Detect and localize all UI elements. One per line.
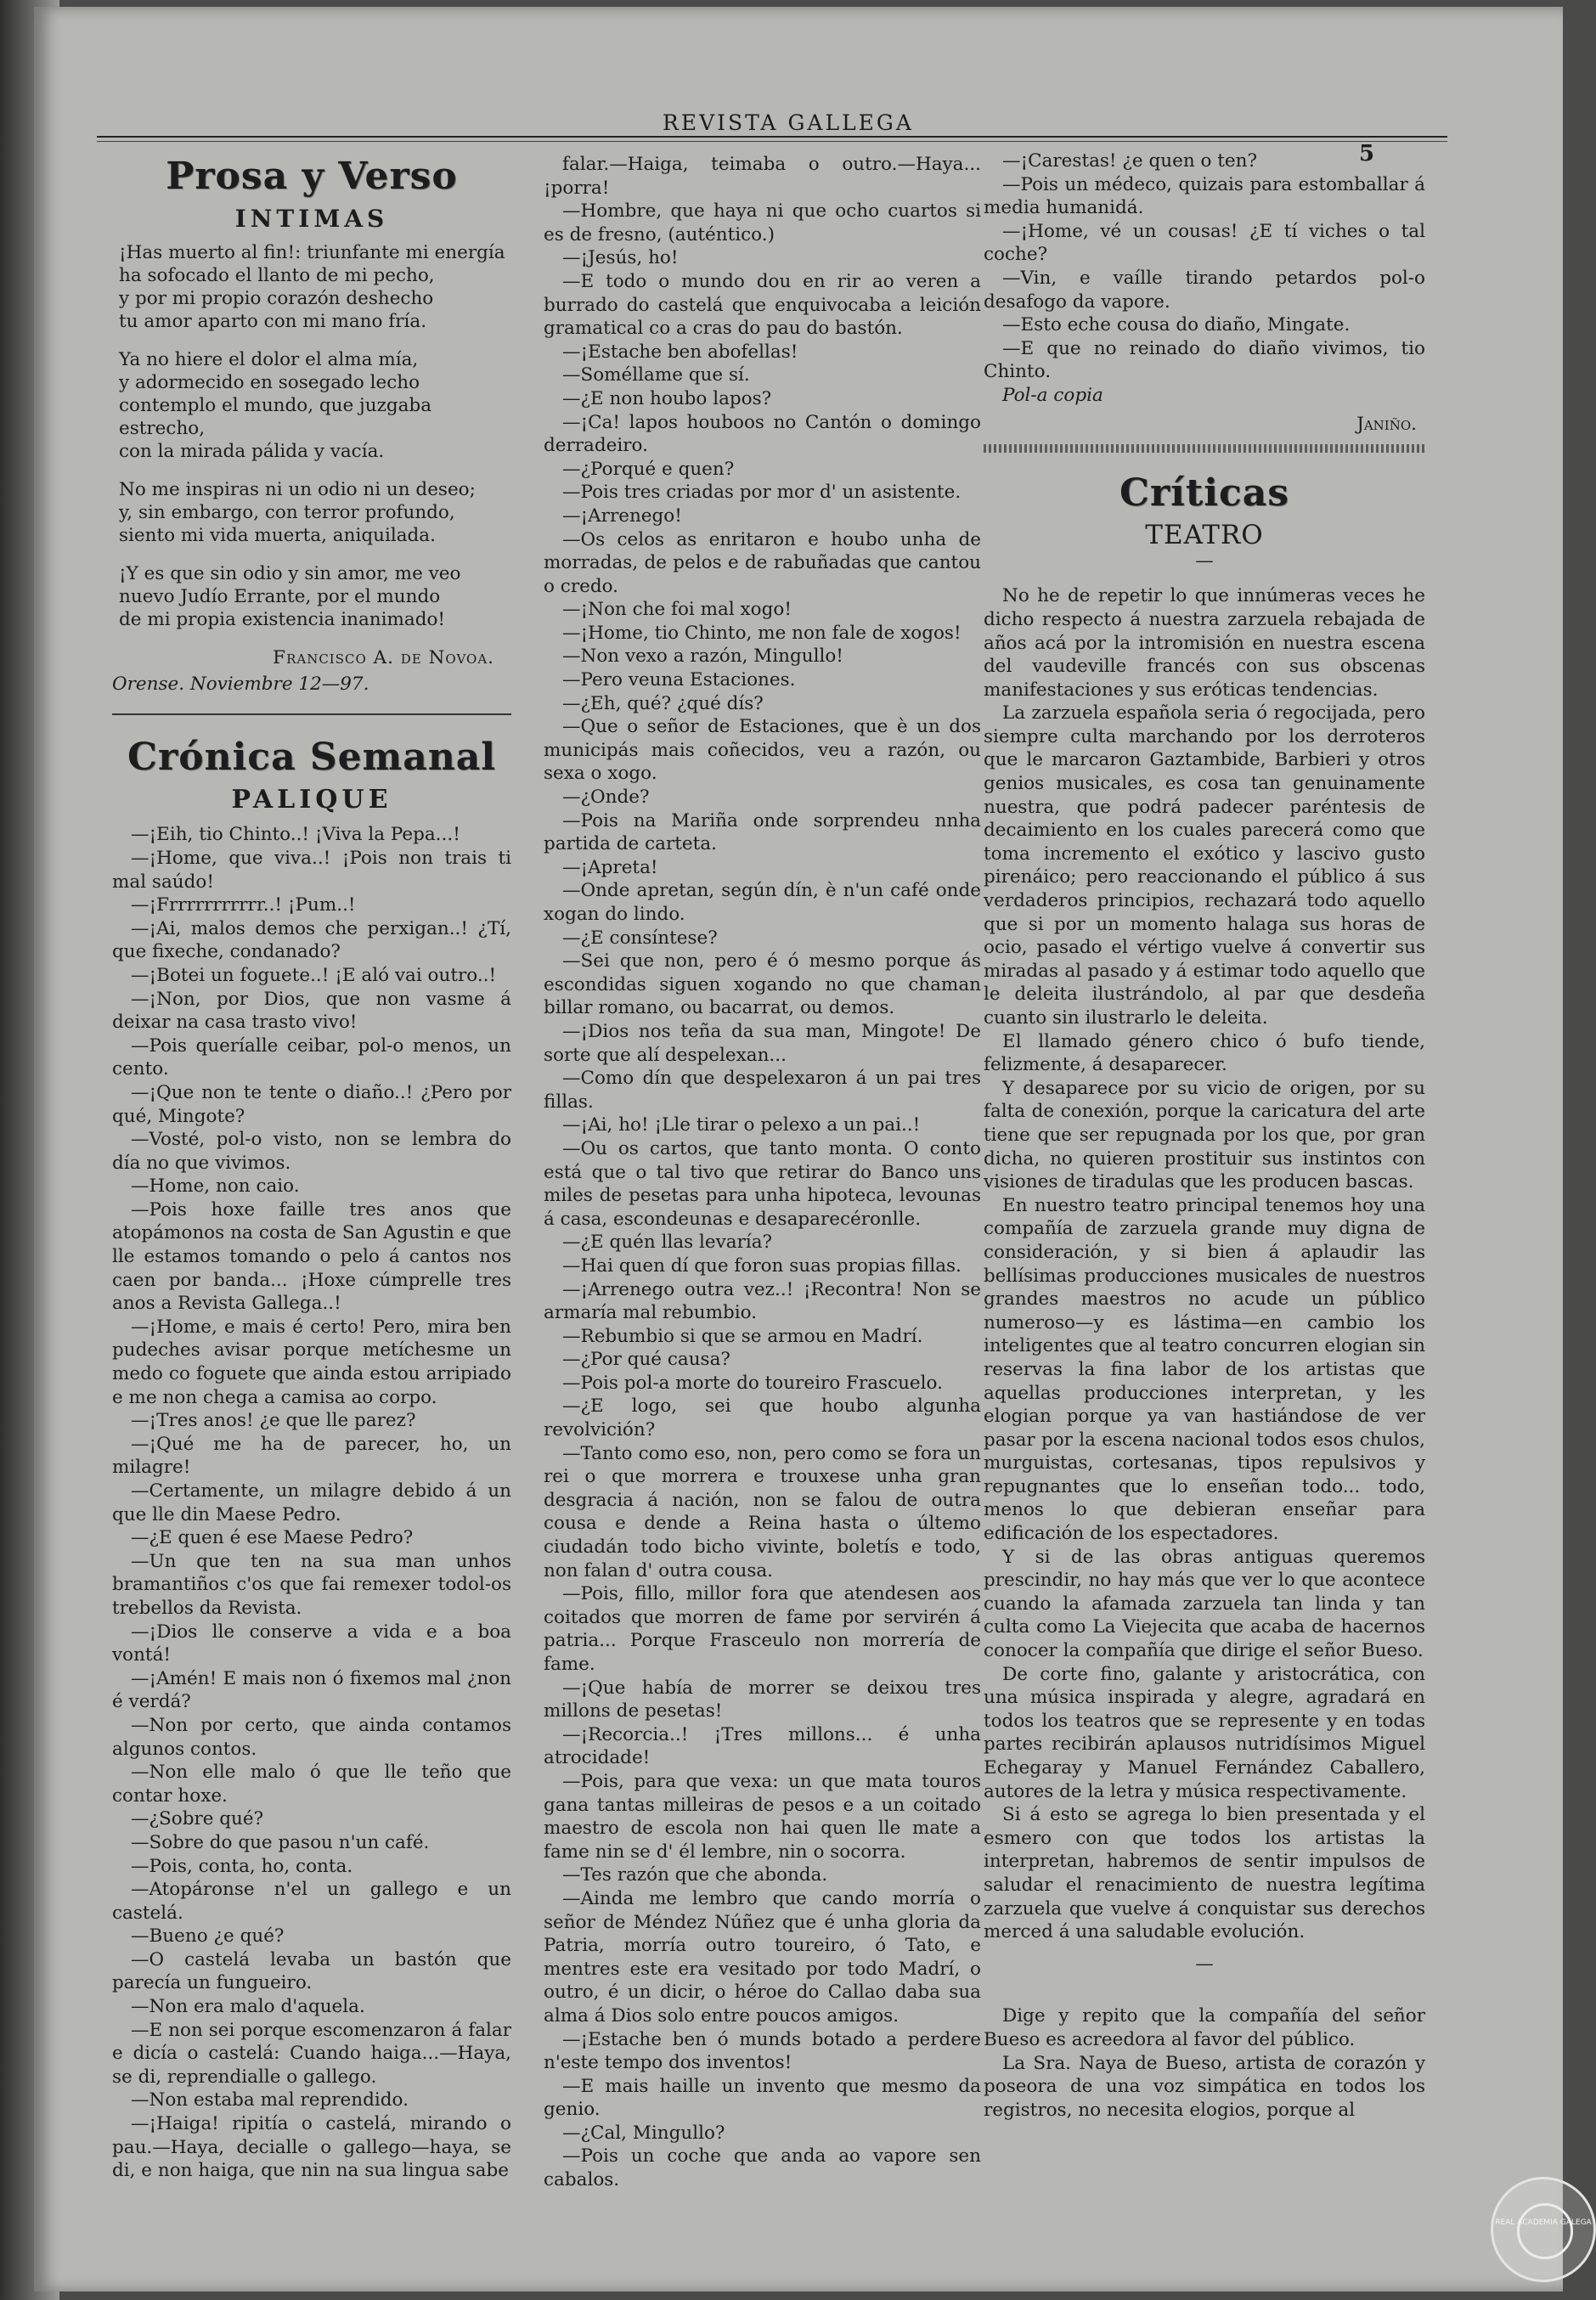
review-paragraph: No he de repetir lo que innúmeras veces he dicho respecto á nuestra zarzuela rebajada de años acá por la intromisión en nuestra escena del vaudeville francés con sus obscenas manifestaciones y sus eróticas tendencias. bbox=[984, 585, 1425, 701]
dialogue-line: —Vosté, pol-o visto, non se lembra do día no que vivimos. bbox=[112, 1129, 511, 1174]
dialogue-line: —¡Dios nos teña da sua man, Mingote! De sorte que alí despelexan... bbox=[544, 1020, 981, 1066]
poem-line: ¡Has muerto al fin!: triunfante mi energía bbox=[119, 241, 505, 263]
poem-place-date: Orense. Noviembre 12—97. bbox=[112, 674, 369, 696]
copy-note: Pol-a copia bbox=[1002, 384, 1103, 406]
dialogue-line: —Sobre do que pasou n'un café. bbox=[131, 1831, 430, 1853]
dialogue-line: —¡Home, tio Chinto, me non fale de xogos! bbox=[562, 622, 962, 644]
dialogue-line: —¡Recorcia..! ¡Tres millons... é unha atrocidade! bbox=[544, 1723, 981, 1769]
dialogue-line: —Pois queríalle ceibar, pol-o menos, un cento. bbox=[112, 1034, 511, 1080]
dialogue-line: —Ainda me lembro que cando morría o señor de Méndez Núñez que é unha gloria da Patria, morría outro toureiro, ó Tato, e mentres este era vesitado por todo Madrí, o outro, é un dicir, o héroe do Callao daba sua alma á Dios solo entre poucos amigos. bbox=[544, 1887, 981, 2027]
dialogue-line: —¡Home, que viva..! ¡Pois non trais ti mal saúdo! bbox=[112, 847, 511, 893]
section-rule bbox=[112, 713, 511, 715]
poem-author: Francisco A. de Novoa. bbox=[273, 646, 494, 668]
poem-line: siento mi vida muerta, aniquilada. bbox=[119, 524, 436, 546]
column-left bbox=[112, 151, 511, 2183]
dialogue-line: —Pois na Mariña onde sorprendeu nnha partida de carteta. bbox=[544, 809, 981, 855]
dialogue-line: —¡Non che foi mal xogo! bbox=[562, 599, 792, 621]
cronica-title: Crónica Semanal bbox=[127, 735, 496, 779]
dialogue-line: —E todo o mundo dou en rir ao veren a burrado do castelá que enquivocaba a leición gramatical co a cras do pau do bastón. bbox=[544, 270, 981, 340]
dialogue-line: —Bueno ¿e qué? bbox=[131, 1925, 285, 1948]
dialogue-line: —¡Estache ben abofellas! bbox=[562, 341, 798, 363]
dialogue-line: —¡Non, por Dios, que non vasme á deixar na casa trasto vivo! bbox=[112, 988, 511, 1034]
dialogue-line: —Tanto como eso, non, pero como se fora un rei o que morrera e trouxese unha gran desgracia á nación, non se falou de outra cousa e dende a Reina hasta o últemo ciudadán todo bicho vivinte, boletís e todo, non falan d' outra cousa. bbox=[544, 1442, 981, 1581]
criticas-text bbox=[984, 584, 1425, 1943]
dialogue-line: —Soméllame que sí. bbox=[562, 364, 750, 386]
dialogue-line: —O castelá levaba un bastón que parecía un fungueiro. bbox=[112, 1948, 511, 1994]
review-paragraph: Dige y repito que la compañía del señor Bueso es acreedora al favor del público. bbox=[984, 2005, 1425, 2050]
article-separator: — bbox=[1195, 1953, 1214, 1975]
dialogue-line: —¿Eh, qué? ¿qué dís? bbox=[562, 692, 764, 714]
dialogue-line: —¡Arrenego! bbox=[562, 505, 682, 527]
dialogue-line: —Un que ten na sua man unhos bramantiños c'os que fai remexer todol-os trebellos da Revista. bbox=[112, 1550, 511, 1619]
dialogue-line: —Hai quen dí que foron suas propias fillas. bbox=[562, 1254, 962, 1277]
dialogue-line: —Ou os cartos, que tanto monta. O conto está que o tal tivo que retirar do Banco uns miles de pesetas para unha hipoteca, levounas á casa, escondeunas e desaparecéronlle. bbox=[544, 1137, 981, 1230]
dialogue-line: —¿E consíntese? bbox=[562, 927, 718, 949]
dialogue-line: —Vin, e vaílle tirando petardos pol-o desafogo da vapore. bbox=[984, 267, 1425, 313]
library-stamp bbox=[1491, 2177, 1596, 2282]
dialogue-line: —Esto eche cousa do diaño, Mingate. bbox=[1002, 314, 1351, 336]
poem-line: No me inspiras ni un odio ni un deseo; bbox=[119, 478, 476, 500]
dialogue-line: —Tes razón que che abonda. bbox=[562, 1864, 828, 1886]
dialogue-line: —¡Home, e mais é certo! Pero, mira ben pudeches avisar porque metíchesme un medo co foguete que ainda estou arripiado e me non chega a camisa ao corpo. bbox=[112, 1316, 511, 1408]
dialogue-line: —Pois un coche que anda ao vapore sen cabalos. bbox=[544, 2145, 981, 2191]
dialogue-line: —¡Tres anos! ¿e que lle parez? bbox=[131, 1410, 416, 1432]
dialogue-line: —Os celos as enritaron e houbo unha de morradas, de pelos e de rabuñadas que cantou o credo. bbox=[544, 528, 981, 597]
poem-stanza bbox=[119, 478, 511, 547]
review-paragraph: En nuestro teatro principal tenemos hoy una compañía de zarzuela grande muy digna de consideración, y si bien á aplaudir las bellísimas producciones musicales de nuestros grandes maestros no acude un público numeroso—y es lástima—en cambio los inteligentes que al teatro concurren elogian sin reservas la fina labor de los artistas que aquellas producciones interpretan, y les elogian porque ya van hastiándose de ver pasar por la escena nacional todos esos chulos, murguistas, cortesanas, tipos repulsivos y repugnantes que lo enseñan todo... todo, menos lo que debieran enseñar para edificación de los espectadores. bbox=[984, 1194, 1425, 1545]
dialogue-line: —Rebumbio si que se armou en Madrí. bbox=[562, 1325, 923, 1347]
column-right bbox=[984, 149, 1425, 2122]
poem-stanza bbox=[119, 241, 511, 333]
dialogue-line: —Non por certo, que ainda contamos algunos contos. bbox=[112, 1714, 511, 1760]
poem-line: tu amor aparto con mi mano fría. bbox=[119, 310, 427, 332]
dialogue-line: —¿E quén llas levaría? bbox=[562, 1232, 773, 1254]
cronica-text-col1 bbox=[112, 823, 511, 2182]
poem-title: INTIMAS bbox=[234, 205, 389, 233]
poem-line: ha sofocado el llanto de mi pecho, bbox=[119, 264, 435, 286]
dialogue-line: —Pois, fillo, millor fora que atendesen aos coitados que morren de fame por servirén á patria... Porque Frasceulo non morrería de fame. bbox=[544, 1583, 981, 1675]
dialogue-line: —¡Arrenego outra vez..! ¡Recontra! Non se armaría mal rebumbio. bbox=[544, 1278, 981, 1324]
dialogue-line: —Pois, conta, ho, conta. bbox=[131, 1855, 353, 1877]
dialogue-line: —¿Por qué causa? bbox=[562, 1349, 730, 1371]
dialogue-line: —Pero veuna Estaciones. bbox=[562, 669, 796, 691]
dialogue-line: —¿Sobre qué? bbox=[131, 1808, 264, 1830]
review-paragraph: Y si de las obras antiguas queremos prescindir, no hay más que ver lo que acontece cuando la afamada zarzuela tan linda y tan culta como La Viejecita que acaba de hacernos conocer la compañía que dirige el señor Bueso. bbox=[984, 1546, 1425, 1662]
review-paragraph: La zarzuela española seria ó regocijada, pero siempre culta marchando por los derroteros que le marcaron Gaztambide, Barbieri y otros genios musicales, es cosa tan genuinamente nuestra, que podrá padecer paréntesis de decaimiento en los cuales parecerá como que toma incremento el exótico y lascivo gusto pirenáico; pero reaccionando el público á sus verdaderos principios, rechazará todo aquello que si por un momento halaga sus horas de ocio, pasado el vértigo vuelve á convertir sus miradas al pasado y á estimar todo aquello que le deleita ilustrándolo, al par que desdeña cuanto sin ilustrarlo le deleita. bbox=[984, 702, 1425, 1029]
cronica-text-col3 bbox=[984, 149, 1425, 384]
dialogue-line: —Pois, para que vexa: un que mata touros gana tantas milleiras de pesos e a un coitado maestro de escola non hai quen lle mate a fame nin se d' él lembre, nin o socorra. bbox=[544, 1770, 981, 1863]
running-header: REVISTA GALLEGA bbox=[663, 110, 914, 135]
review-paragraph: Si á esto se agrega lo bien presentada y el esmero con que todos los artistas la interpretan, habremos de sentir impulsos de saludar el renacimiento de nuestra legítima zarzuela que vuelve á conquistar sus derechos merced á una saludable evolución. bbox=[984, 1804, 1425, 1943]
dialogue-line: —Certamente, un milagre debido á un que lle din Maese Pedro. bbox=[112, 1480, 511, 1525]
dialogue-line: —E non sei porque escomenzaron á falar e dicía o castelá: Cuando haiga...—Haya, se di, reprendialle o gallego. bbox=[112, 2019, 511, 2088]
dialogue-line: —Non estaba mal reprendido. bbox=[131, 2089, 409, 2111]
teatro-subtitle: TEATRO bbox=[1145, 520, 1264, 551]
poem-line: ¡Y es que sin odio y sin amor, me veo bbox=[119, 562, 461, 584]
dialogue-line: —Home, non caio. bbox=[131, 1175, 300, 1198]
dialogue-line: —Pois un médeco, quizais para estomballar á media humanidá. bbox=[984, 173, 1425, 219]
poem-line: y por mi propio corazón deshecho bbox=[119, 287, 434, 309]
dialogue-line: —¿Porqué e quen? bbox=[562, 458, 735, 480]
poem-body bbox=[119, 241, 511, 631]
cronica-author: Janiño. bbox=[1356, 413, 1417, 435]
review-paragraph: El llamado género chico ó bufo tiende, felizmente, á desaparecer. bbox=[984, 1030, 1425, 1076]
dialogue-line: —¿E logo, sei que houbo algunha revolvición? bbox=[544, 1395, 981, 1441]
dialogue-line: —Onde apretan, según dín, è n'un café onde xogan do lindo. bbox=[544, 880, 981, 925]
dialogue-line: —¿E non houbo lapos? bbox=[562, 387, 772, 409]
dialogue-line: —E que no reinado do diaño vivimos, tio Chinto. bbox=[984, 337, 1425, 383]
dialogue-line: —E mais haille un invento que mesmo da genio. bbox=[544, 2075, 981, 2121]
review-paragraph: De corte fino, galante y aristocrática, con una música inspirada y alegre, agradará en todos los teatros que se represente y en todas partes recibirán aplausos nutridísimos Miguel Echegaray y Manuel Fernández Caballero, autores de la letra y música respectivamente. bbox=[984, 1663, 1425, 1802]
review-paragraph: Y desaparece por su vicio de origen, por su falta de conexión, porque la caricatura del arte tiene que ser repugnada por los que, por gran dicha, no quieren prostituir sus instintos con visiones de tiradulas que les producen bascas. bbox=[984, 1077, 1425, 1193]
dialogue-line: —Non era malo d'aquela. bbox=[131, 1996, 365, 2018]
dialogue-line: —¡Estache ben ó munds botado a perdere n'este tempo dos inventos! bbox=[544, 2028, 981, 2074]
dialogue-line: —¡Carestas! ¿e quen o ten? bbox=[1002, 150, 1258, 172]
palique-subtitle: PALIQUE bbox=[231, 784, 392, 815]
subtitle-dash: — bbox=[1195, 550, 1214, 572]
dialogue-line: —Hombre, que haya ni que ocho cuartos si es de fresno, (auténtico.) bbox=[544, 200, 981, 245]
dialogue-line: —¡Dios lle conserve a vida e a boa vontá! bbox=[112, 1621, 511, 1666]
criticas-title: Críticas bbox=[1119, 471, 1290, 516]
poem-stanza bbox=[119, 348, 511, 463]
poem-line: y adormecido en sosegado lecho bbox=[119, 371, 420, 393]
poem-stanza bbox=[119, 562, 511, 631]
newspaper-page bbox=[34, 7, 1592, 2292]
dialogue-line: —Como dín que despelexaron á un pai tres fillas. bbox=[544, 1068, 981, 1113]
dialogue-line: —¡Jesús, ho! bbox=[562, 247, 679, 269]
prosa-verso-title: Prosa y Verso bbox=[166, 155, 458, 198]
dialogue-line: —Pois pol-a morte do toureiro Frascuelo. bbox=[562, 1372, 943, 1394]
dialogue-line: —Atopáronse n'el un gallego e un castelá. bbox=[112, 1879, 511, 1924]
dialogue-line: —Non elle malo ó que lle teño que contar hoxe. bbox=[112, 1762, 511, 1807]
dialogue-line: —¡Botei un foguete..! ¡E aló vai outro..! bbox=[131, 964, 497, 986]
dialogue-line: —Pois tres criadas por mor d' un asistente. bbox=[562, 482, 962, 504]
review-paragraph: La Sra. Naya de Bueso, artista de corazón y poseora de una voz simpática en todos los registros, no necesita elogios, porque al bbox=[984, 2052, 1425, 2121]
poem-line: y, sin embargo, con terror profundo, bbox=[119, 501, 455, 523]
poem-line: con la mirada pálida y vacía. bbox=[119, 440, 385, 462]
header-rule-thin bbox=[97, 141, 1447, 142]
dialogue-line: —Sei que non, pero é ó mesmo porque ás escondidas siguen xogando no que chaman billar romano, ou bacarrat, ou demos. bbox=[544, 950, 981, 1019]
cronica-text-col2 bbox=[544, 153, 981, 2192]
column-middle bbox=[544, 153, 981, 2192]
dialogue-line: —¡Eih, tio Chinto..! ¡Viva la Pepa...! bbox=[131, 824, 460, 846]
poem-line: Ya no hiere el dolor el alma mía, bbox=[119, 348, 419, 370]
page-number: 5 bbox=[1359, 141, 1375, 166]
dialogue-line: —¡Frrrrrrrrrrr..! ¡Pum..! bbox=[131, 894, 356, 916]
dialogue-line: —¡Amén! E mais non ó fixemos mal ¿non é verdá? bbox=[112, 1667, 511, 1713]
wavy-rule bbox=[984, 444, 1425, 453]
dialogue-line: —Que o señor de Estaciones, que è un dos municipás mais coñecidos, veu a razón, ou sexa o xogo. bbox=[544, 716, 981, 785]
criticas-text-after bbox=[984, 2004, 1425, 2122]
dialogue-line: —¡Qué me ha de parecer, ho, un milagre! bbox=[112, 1433, 511, 1479]
dialogue-line: —¡Haiga! ripitía o castelá, mirando o pau.—Haya, decialle o gallego—haya, se di, e non haiga, que nin na sua lingua sabe bbox=[112, 2113, 511, 2182]
dialogue-line: —Pois hoxe faille tres anos que atopámonos na costa de San Agustin e que lle estamos tomando o pelo á cantos nos caen por banda... ¡Hoxe cúmprelle tres anos a Revista Gallega..! bbox=[112, 1198, 511, 1315]
dialogue-line: —¡Que non te tente o diaño..! ¿Pero por qué, Mingote? bbox=[112, 1081, 511, 1127]
dialogue-line: —¡Ai, ho! ¡Lle tirar o pelexo a un pai..! bbox=[562, 1114, 921, 1136]
header-rule bbox=[97, 136, 1447, 138]
dialogue-line: —¡Home, vé un cousas! ¿E tí viches o tal coche? bbox=[984, 220, 1425, 266]
stamp-emblem bbox=[1517, 2203, 1573, 2259]
dialogue-line: —¡Apreta! bbox=[562, 856, 658, 878]
dialogue-line: —¡Que había de morrer se deixou tres millons de pesetas! bbox=[544, 1677, 981, 1722]
dialogue-line: —¿Onde? bbox=[562, 786, 650, 809]
poem-line: de mi propia existencia inanimado! bbox=[119, 608, 446, 630]
dialogue-line: falar.—Haiga, teimaba o outro.—Haya... ¡porra! bbox=[544, 154, 981, 199]
stamp-text: REAL ACADEMIA GALEGA bbox=[1495, 2218, 1592, 2227]
dialogue-line: —Non vexo a razón, Mingullo! bbox=[562, 645, 843, 668]
poem-line: contemplo el mundo, que juzgaba estrecho, bbox=[119, 394, 432, 439]
dialogue-line: —¡Ai, malos demos che perxigan..! ¿Tí, que fixeche, condanado? bbox=[112, 917, 511, 963]
dialogue-line: —¿Cal, Mingullo? bbox=[562, 2122, 725, 2144]
dialogue-line: —¿E quen é ese Maese Pedro? bbox=[131, 1527, 414, 1549]
poem-line: nuevo Judío Errante, por el mundo bbox=[119, 585, 441, 607]
dialogue-line: —¡Ca! lapos houboos no Cantón o domingo derradeiro. bbox=[544, 411, 981, 457]
